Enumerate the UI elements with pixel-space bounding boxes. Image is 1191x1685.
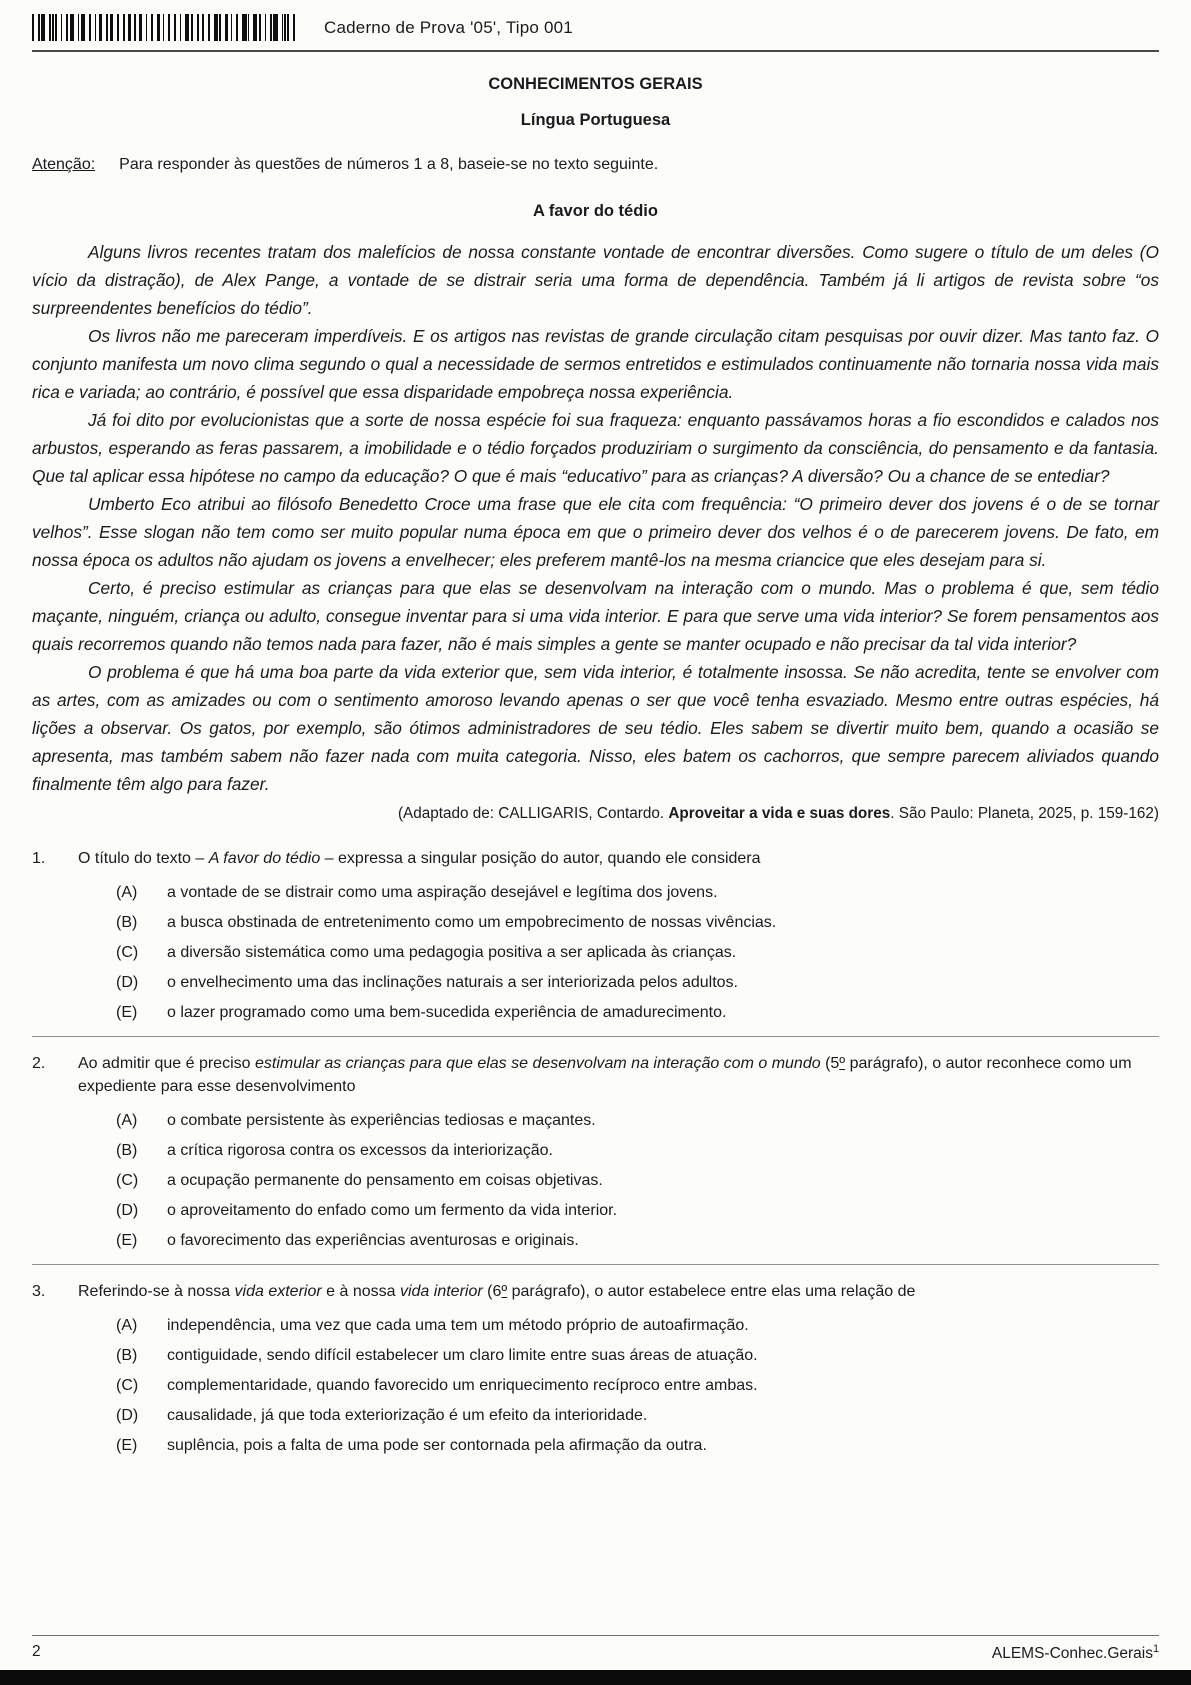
options-list xyxy=(32,1111,1159,1251)
option-row xyxy=(32,1003,1159,1023)
attention-line xyxy=(32,156,1159,174)
option-letter: (D) xyxy=(116,974,139,991)
reading-text xyxy=(32,238,1159,798)
question-number: 3. xyxy=(32,1283,46,1300)
option-letter: (B) xyxy=(116,1142,138,1159)
question-head xyxy=(32,1280,1159,1303)
option-text: o envelhecimento uma das inclinações naturais a ser interiorizada pelos adultos. xyxy=(167,974,738,991)
question-head xyxy=(32,1052,1159,1098)
section-title: CONHECIMENTOS GERAIS xyxy=(488,75,703,93)
option-row xyxy=(32,943,1159,963)
attention-label: Atenção: xyxy=(32,156,96,173)
option-row xyxy=(32,1406,1159,1426)
option-row xyxy=(32,1316,1159,1336)
option-text: a diversão sistemática como uma pedagogia positiva a ser aplicada às crianças. xyxy=(167,944,737,961)
option-text: o combate persistente às experiências tediosas e maçantes. xyxy=(167,1112,596,1129)
question-stem: Ao admitir que é preciso estimular as crianças para que elas se desenvolvam na interação com o mundo (5º parágrafo), o autor reconhece como um expediente para esse desenvolvimento xyxy=(78,1055,1132,1095)
option-row xyxy=(32,1436,1159,1456)
questions-section xyxy=(32,847,1159,1456)
option-text: o favorecimento das experiências aventurosas e originais. xyxy=(167,1232,579,1249)
option-row xyxy=(32,1111,1159,1131)
page-footer xyxy=(32,1635,1159,1663)
option-letter: (C) xyxy=(116,1172,139,1189)
page-header xyxy=(32,14,1159,41)
option-letter: (A) xyxy=(116,1317,138,1334)
question-block-2 xyxy=(32,1052,1159,1251)
options-list xyxy=(32,1316,1159,1456)
option-text: a ocupação permanente do pensamento em coisas objetivas. xyxy=(167,1172,603,1189)
question-divider xyxy=(32,1264,1159,1265)
option-text: suplência, pois a falta de uma pode ser contornada pela afirmação da outra. xyxy=(167,1437,707,1454)
reading-title: A favor do tédio xyxy=(533,202,658,220)
footer-divider xyxy=(32,1635,1159,1636)
option-letter: (E) xyxy=(116,1437,138,1454)
question-divider xyxy=(32,1036,1159,1037)
option-letter: (E) xyxy=(116,1232,138,1249)
option-row xyxy=(32,1201,1159,1221)
reading-attribution: (Adaptado de: CALLIGARIS, Contardo. Aproveitar a vida e suas dores. São Paulo: Planeta, 2025, p. 159-162) xyxy=(397,805,1159,822)
option-text: independência, uma vez que cada uma tem um método próprio de autoafirmação. xyxy=(167,1317,749,1334)
option-row xyxy=(32,883,1159,903)
option-text: a busca obstinada de entretenimento como um empobrecimento de nossas vivências. xyxy=(167,914,777,931)
reading-paragraph: Alguns livros recentes tratam dos malefícios de nossa constante vontade de encontrar diversões. Como sugere o título de um deles (O vício da distração), de Alex Pange, a vontade de se distrair seria uma forma de dependência. Também já li artigos de revista sobre “os surpreendentes benefícios do tédio”. xyxy=(32,242,1159,318)
option-row xyxy=(32,1376,1159,1396)
option-letter: (C) xyxy=(116,1377,139,1394)
options-list xyxy=(32,883,1159,1023)
option-text: causalidade, já que toda exteriorização é um efeito da interioridade. xyxy=(167,1407,648,1424)
question-stem: Referindo-se à nossa vida exterior e à nossa vida interior (6º parágrafo), o autor estabelece entre elas uma relação de xyxy=(78,1283,916,1300)
reading-paragraph: O problema é que há uma boa parte da vida exterior que, sem vida interior, é totalmente insossa. Se não acredita, tente se envolver com as artes, com as amizades ou com o sentimento amoroso levando apenas o ser que você tenha esvaziado. Mesmo entre outras espécies, há lições a observar. Os gatos, por exemplo, são ótimos administradores de seu tédio. Eles sabem se divertir muito bem, quando a ocasião se apresenta, mas também sabem não fazer nada com muita categoria. Nisso, eles batem os cachorros, que sempre parecem aliviados quando finalmente têm algo para fazer. xyxy=(32,662,1159,794)
question-number: 1. xyxy=(32,850,46,867)
option-text: a crítica rigorosa contra os excessos da interiorização. xyxy=(167,1142,553,1159)
option-letter: (E) xyxy=(116,1004,138,1021)
option-text: o lazer programado como uma bem-sucedida experiência de amadurecimento. xyxy=(167,1004,727,1021)
barcode-icon xyxy=(32,14,298,41)
option-row xyxy=(32,913,1159,933)
reading-paragraph: Os livros não me pareceram imperdíveis. E os artigos nas revistas de grande circulação citam pesquisas por ouvir dizer. Mas tanto faz. O conjunto manifesta um novo clima segundo o qual a necessidade de sermos entretidos e estimulados continuamente não tornaria nossa vida mais rica e variada; ao contrário, é possível que essa disparidade empobreça nossa experiência. xyxy=(32,326,1159,402)
footer-row xyxy=(32,1643,1159,1663)
option-letter: (B) xyxy=(116,1347,138,1364)
question-head xyxy=(32,847,1159,870)
section-subtitle: Língua Portuguesa xyxy=(520,111,671,129)
footer-label: ALEMS-Conhec.Gerais$^1$ xyxy=(991,1642,1159,1662)
option-text: contiguidade, sendo difícil estabelecer um claro limite entre suas áreas de atuação. xyxy=(167,1347,758,1364)
header-divider xyxy=(32,50,1159,52)
option-row xyxy=(32,973,1159,993)
option-row xyxy=(32,1141,1159,1161)
option-letter: (A) xyxy=(116,884,138,901)
page-number: 2 xyxy=(32,1642,41,1660)
option-letter: (D) xyxy=(116,1202,139,1219)
option-text: a vontade de se distrair como uma aspiração desejável e legítima dos jovens. xyxy=(167,884,718,901)
option-row xyxy=(32,1231,1159,1251)
reading-paragraph: Já foi dito por evolucionistas que a sorte de nossa espécie foi sua fraqueza: enquanto passávamos horas a fio escondidos e calados nos arbustos, esperando as feras passarem, a imobilidade e o tédio forçados produziriam o surgimento da consciência, do pensamento e da fantasia. Que tal aplicar essa hipótese no campo da educação? O que é mais “educativo” para as crianças? A diversão? Ou a chance de se entediar? xyxy=(32,410,1159,486)
question-stem: O título do texto – A favor do tédio – expressa a singular posição do autor, quando ele considera xyxy=(78,850,761,867)
question-number: 2. xyxy=(32,1055,46,1072)
header-title: Caderno de Prova '05', Tipo 001 xyxy=(324,17,573,37)
option-text: complementaridade, quando favorecido um enriquecimento recíproco entre ambas. xyxy=(167,1377,758,1394)
option-letter: (A) xyxy=(116,1112,138,1129)
option-letter: (D) xyxy=(116,1407,139,1424)
reading-paragraph: Umberto Eco atribui ao filósofo Benedetto Croce uma frase que ele cita com frequência: “O primeiro dever dos jovens é o de se tornar velhos”. Esse slogan não tem como ser muito popular numa época em que o primeiro dever dos velhos é o de parecerem jovens. De fato, em nossa época os adultos não ajudam os jovens a envelhecer; eles preferem mantê-los na mesma criancice que eles desejam para si. xyxy=(32,494,1159,570)
reading-paragraph: Certo, é preciso estimular as crianças para que elas se desenvolvam na interação com o mundo. Mas o problema é que, sem tédio maçante, ninguém, criança ou adulto, consegue inventar para si uma vida interior. E para que serve uma vida interior? Se forem pensamentos aos quais recorremos quando não temos nada para fazer, não é mais simples a gente se manter ocupado e não precisar da tal vida interior? xyxy=(32,578,1159,654)
option-letter: (C) xyxy=(116,944,139,961)
option-letter: (B) xyxy=(116,914,138,931)
option-row xyxy=(32,1346,1159,1366)
scan-bottom-bar xyxy=(0,1670,1191,1685)
attention-text: Para responder às questões de números 1 a 8, baseie-se no texto seguinte. xyxy=(119,156,659,173)
option-row xyxy=(32,1171,1159,1191)
option-text: o aproveitamento do enfado como um fermento da vida interior. xyxy=(167,1202,618,1219)
question-block-1 xyxy=(32,847,1159,1023)
question-block-3 xyxy=(32,1280,1159,1456)
